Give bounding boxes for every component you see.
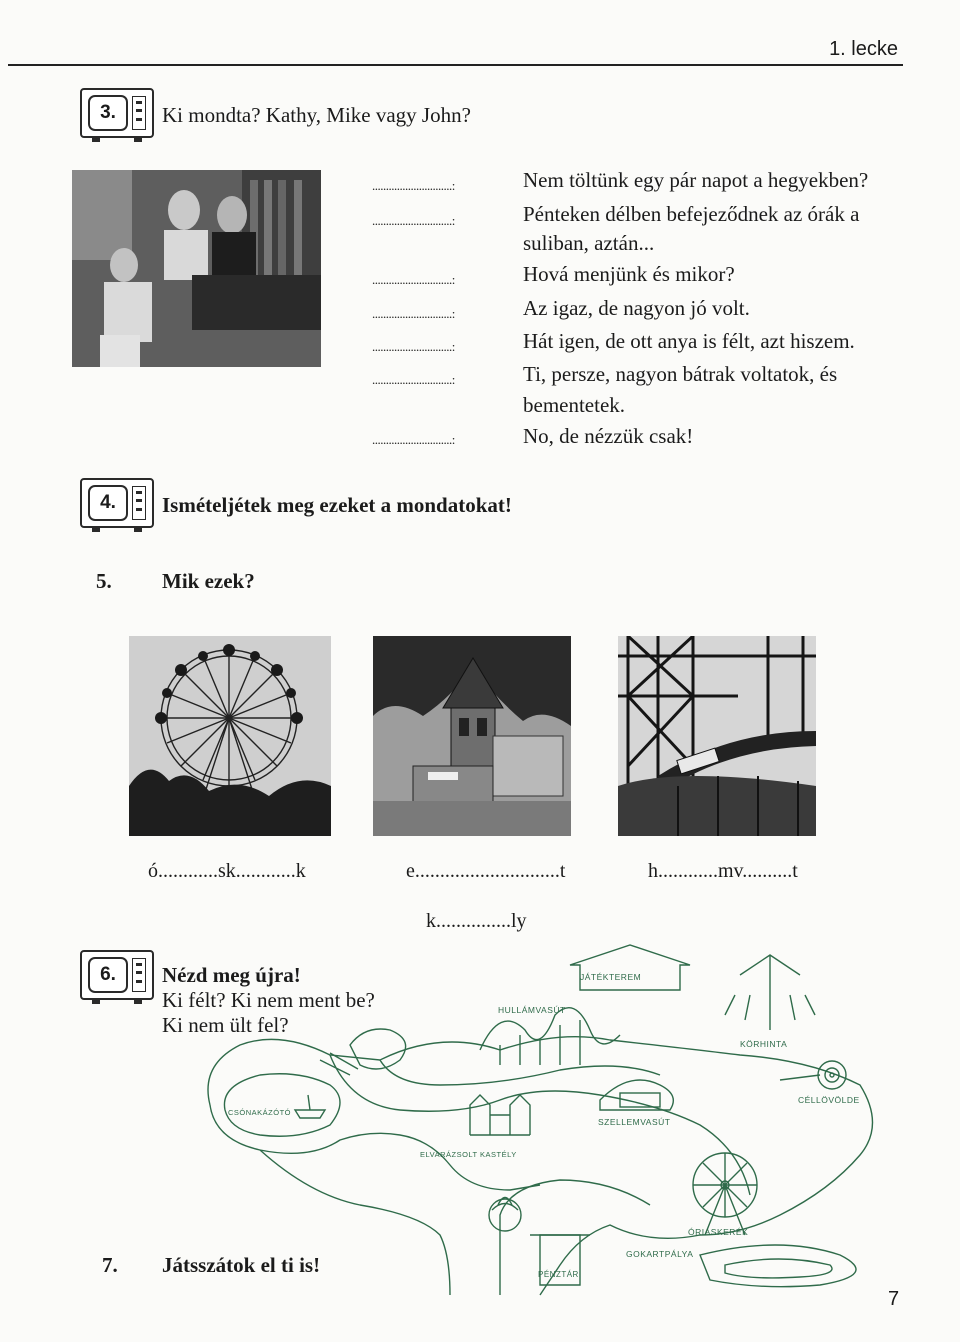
caption-blank: h............mv..........t: [648, 860, 798, 882]
quote-line: bementetek.: [523, 393, 626, 417]
quote-line: suliban, aztán...: [523, 231, 655, 255]
map-label-elvarazsolt: ELVARÁZSOLT KASTÉLY: [420, 1150, 517, 1159]
map-label-cellovolde: CÉLLÖVÖLDE: [798, 1095, 860, 1105]
quote-line: Hát igen, de ott anya is félt, azt hiszem.: [523, 329, 855, 353]
quote-line: No, de nézzük csak!: [523, 424, 694, 448]
amusement-park-map: [180, 935, 900, 1305]
map-label-penztar: PÉNZTÁR: [538, 1270, 579, 1279]
exercise-6-line1: Nézd meg újra!: [162, 963, 301, 987]
header-rule: [8, 64, 903, 66]
exercise-5-number: 5.: [96, 569, 112, 593]
map-label-gokartpalya: GOKARTPÁLYA: [626, 1249, 694, 1259]
quote-line: Nem töltünk egy pár napot a hegyekben?: [523, 168, 869, 192]
answer-blank[interactable]: .............................:: [372, 372, 455, 387]
answer-blank[interactable]: .............................:: [372, 306, 455, 321]
quote-line: Ti, persze, nagyon bátrak voltatok, és: [523, 362, 838, 386]
map-label-oriaskerek: ÓRIÁSKERÉK: [688, 1227, 749, 1237]
map-label-jatekterem: JÁTÉKTEREM: [580, 972, 642, 982]
map-label-csonakazo: CSÓNAKÁZÓTÓ: [228, 1108, 292, 1117]
exercise-6-line3: Ki nem ült fel?: [162, 1013, 289, 1037]
page-number: 7: [888, 1288, 900, 1310]
exercise-7-number: 7.: [102, 1253, 118, 1277]
exercise-4-number: 4.: [88, 485, 128, 521]
exercise-6-number: 6.: [88, 957, 128, 993]
caption-blank: ó............sk............k: [148, 860, 306, 882]
map-label-korhinta: KÖRHINTA: [740, 1039, 788, 1049]
exercise-3-title: Ki mondta? Kathy, Mike vagy John?: [162, 103, 471, 127]
answer-blank[interactable]: .............................:: [372, 272, 455, 287]
tv-icon: [80, 478, 154, 528]
quote-line: Az igaz, de nagyon jó volt.: [523, 296, 750, 320]
answer-blank[interactable]: .............................:: [372, 339, 455, 354]
lesson-label: 1. lecke: [829, 38, 898, 60]
quote-line: Hová menjünk és mikor?: [523, 262, 735, 286]
exercise-4-title: Ismételjétek meg ezeket a mondatokat!: [162, 493, 512, 517]
quote-line: Pénteken délben befejeződnek az órák a: [523, 202, 860, 226]
exercise-7-title: Játsszátok el ti is!: [162, 1253, 321, 1277]
ferris-wheel-photo: [129, 636, 331, 836]
tv-icon: [80, 950, 154, 1000]
answer-blank[interactable]: .............................:: [372, 213, 455, 228]
castle-photo: [373, 636, 571, 836]
map-label-hullamvasut: HULLÁMVASÚT: [498, 1005, 566, 1015]
exercise-3-number: 3.: [88, 95, 128, 131]
roller-coaster-photo: [618, 636, 816, 836]
exercise-5-title: Mik ezek?: [162, 569, 255, 593]
tv-icon: [80, 88, 154, 138]
caption-blank: e.............................t: [406, 860, 566, 882]
caption-blank: k...............ly: [426, 910, 527, 932]
answer-blank[interactable]: .............................:: [372, 178, 455, 193]
family-photo: [72, 170, 321, 367]
answer-blank[interactable]: .............................:: [372, 432, 455, 447]
exercise-6-line2: Ki félt? Ki nem ment be?: [162, 988, 375, 1012]
map-label-szellemvasut: SZELLEMVASÚT: [598, 1117, 671, 1127]
